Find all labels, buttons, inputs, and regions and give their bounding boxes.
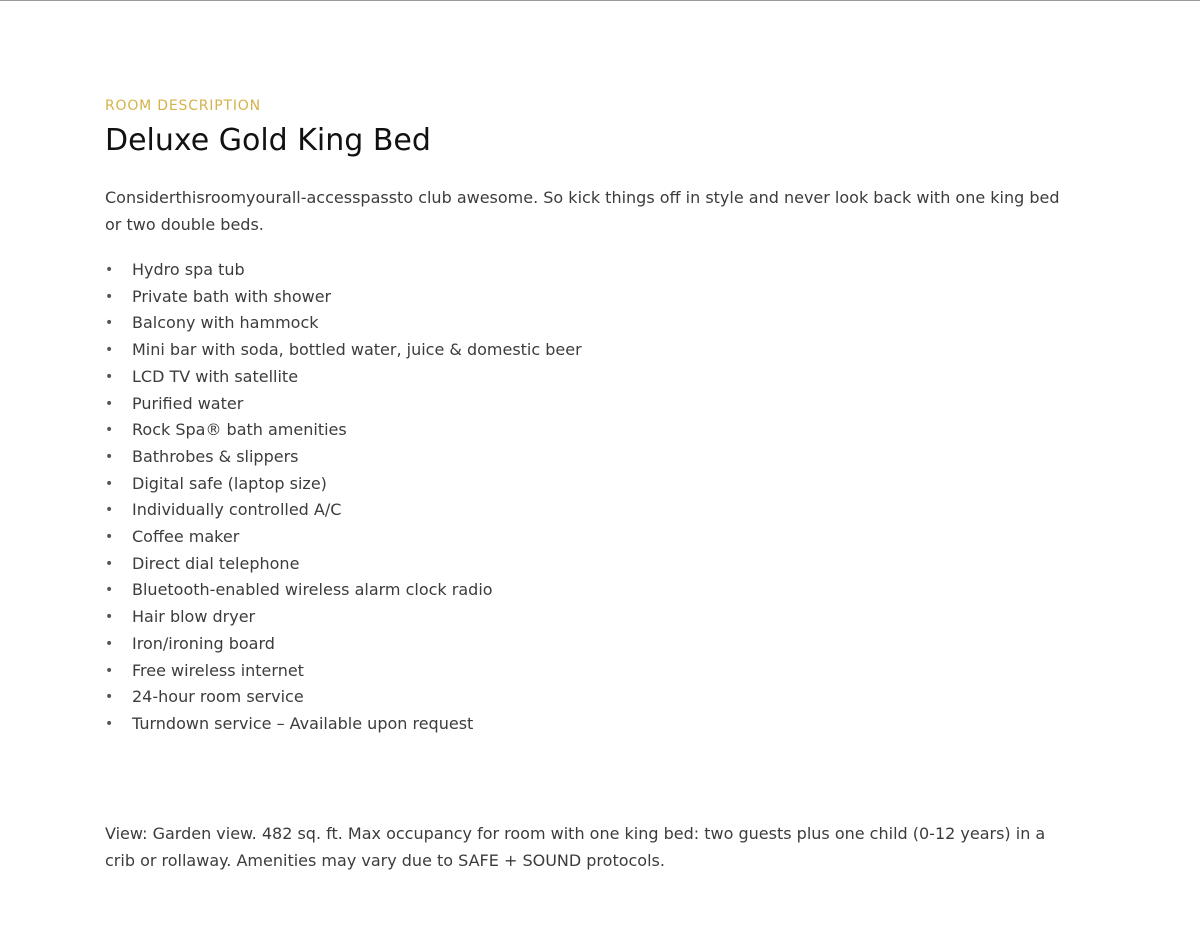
room-description-section xyxy=(105,96,1065,738)
amenity-label: Free wireless internet xyxy=(132,660,304,680)
amenity-item xyxy=(105,337,1065,364)
section-eyebrow: ROOM DESCRIPTION xyxy=(105,98,261,114)
amenity-label: 24-hour room service xyxy=(132,687,304,707)
bullet-icon: • xyxy=(105,422,114,439)
amenity-item xyxy=(105,284,1065,311)
bullet-icon: • xyxy=(105,502,114,519)
amenity-item xyxy=(105,711,1065,738)
amenity-label: Hydro spa tub xyxy=(132,260,245,279)
bullet-icon: • xyxy=(105,582,114,599)
bullet-icon: • xyxy=(105,395,114,412)
top-divider xyxy=(0,0,1200,1)
amenity-item xyxy=(105,497,1065,524)
bullet-icon: • xyxy=(105,662,114,679)
amenity-item xyxy=(105,658,1065,685)
amenity-label: Coffee maker xyxy=(132,527,240,547)
bullet-icon: • xyxy=(105,448,114,465)
bullet-icon: • xyxy=(105,635,114,652)
amenity-label: Individually controlled A/C xyxy=(132,500,342,520)
amenity-item xyxy=(105,310,1065,337)
amenity-label: Direct dial telephone xyxy=(132,553,300,573)
amenity-item xyxy=(105,444,1065,471)
amenities-list xyxy=(105,257,1065,738)
amenity-label: Digital safe (laptop size) xyxy=(132,473,327,493)
amenity-item xyxy=(105,524,1065,551)
bullet-icon: • xyxy=(105,609,114,626)
bullet-icon: • xyxy=(105,529,114,546)
amenity-label: Bathrobes & slippers xyxy=(132,446,299,466)
amenity-label: Private bath with shower xyxy=(132,286,332,306)
amenity-label: Turndown service – Available upon request xyxy=(132,713,474,733)
amenity-label: Iron/ironing board xyxy=(132,633,275,653)
amenity-item xyxy=(105,604,1065,631)
bullet-icon: • xyxy=(105,288,114,305)
bullet-icon: • xyxy=(105,689,114,706)
amenity-label: Rock Spa® bath amenities xyxy=(132,420,347,440)
room-title: Deluxe Gold King Bed xyxy=(105,123,431,158)
bullet-icon: • xyxy=(105,368,114,385)
bullet-icon: • xyxy=(105,342,114,359)
amenity-item xyxy=(105,471,1065,498)
bullet-icon: • xyxy=(105,475,114,492)
room-description: Considerthisroomyourall-accesspassto club awesome. So kick things off in style and never look back with one king bed or two double beds. xyxy=(105,188,1060,234)
amenity-item xyxy=(105,364,1065,391)
amenity-item xyxy=(105,684,1065,711)
amenity-label: Purified water xyxy=(132,393,244,413)
bullet-icon: • xyxy=(105,262,114,278)
amenity-item xyxy=(105,577,1065,604)
amenity-item xyxy=(105,631,1065,658)
amenity-item xyxy=(105,417,1065,444)
amenity-item xyxy=(105,551,1065,578)
amenity-label: Balcony with hammock xyxy=(132,313,319,333)
amenity-label: Bluetooth-enabled wireless alarm clock radio xyxy=(132,580,493,600)
amenity-item xyxy=(105,391,1065,418)
amenity-label: Hair blow dryer xyxy=(132,607,256,627)
bullet-icon: • xyxy=(105,715,114,732)
amenity-label: LCD TV with satellite xyxy=(132,366,299,386)
amenity-label: Mini bar with soda, bottled water, juice & domestic beer xyxy=(132,340,582,360)
bullet-icon: • xyxy=(105,315,114,332)
bullet-icon: • xyxy=(105,555,114,572)
amenity-item xyxy=(105,257,1065,284)
room-view-note: View: Garden view. 482 sq. ft. Max occupancy for room with one king bed: two guests plus one child (0-12 years) in a crib or rollaway. Amenities may vary due to SAFE + SOUND protocols. xyxy=(105,824,1046,870)
